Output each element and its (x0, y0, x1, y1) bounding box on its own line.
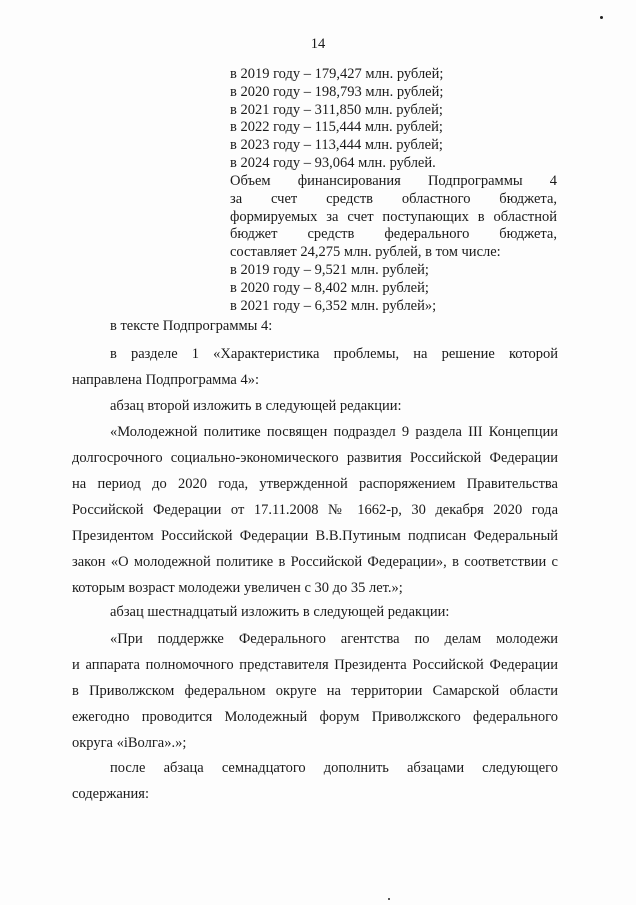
paragraph-p3 (72, 393, 558, 419)
text-line: составляет 24,275 млн. рублей, в том числе: (230, 244, 501, 261)
text-line: в 2021 году – 311,850 млн. рублей; (230, 101, 443, 118)
text-line: после абзаца семнадцатого дополнить абзацами следующего (110, 760, 558, 776)
text-line: абзац второй изложить в следующей редакции: (110, 398, 402, 414)
text-line: которым возраст молодежи увеличен с 30 до 35 лет.»; (72, 580, 403, 596)
text-line: в тексте Подпрограммы 4: (110, 318, 273, 334)
text-line: Российской Федерации от 17.11.2008 № 1662-р, 30 декабря 2020 года (72, 502, 558, 518)
text-line: в 2020 году – 8,402 млн. рублей; (230, 279, 429, 296)
paragraph-p2 (72, 341, 558, 393)
text-line: формируемых за счет поступающих в областной (230, 208, 557, 225)
text-line: Объем финансирования Подпрограммы 4 (230, 173, 557, 189)
scan-speck (600, 16, 603, 19)
text-line: содержания: (72, 786, 150, 802)
paragraph-p4 (72, 419, 558, 601)
text-line: на период до 2020 года, утвержденной распоряжением Правительства (72, 476, 558, 492)
text-line: в 2021 году – 6,352 млн. рублей»; (230, 297, 437, 314)
text-line: ежегодно проводится Молодежный форум Приволжского федерального (72, 709, 558, 725)
text-line: в разделе 1 «Характеристика проблемы, на решение которой (110, 346, 558, 362)
page-number: 14 (310, 36, 326, 52)
text-line: абзац шестнадцатый изложить в следующей редакции: (110, 604, 450, 620)
text-line: в 2024 году – 93,064 млн. рублей. (230, 154, 436, 171)
text-line: «Молодежной политике посвящен подраздел 9 раздела III Концепции (110, 424, 558, 440)
text-line: «При поддержке Федерального агентства по делам молодежи (110, 631, 558, 647)
text-line: бюджет средств федерального бюджета, (230, 226, 557, 243)
text-line: направлена Подпрограмма 4»: (72, 372, 260, 388)
financing-lines-b (230, 262, 557, 315)
text-line: закон «О молодежной политике в Российской Федерации», в соответствии с (72, 554, 558, 570)
text-line: округа «iВолга».»; (72, 735, 187, 751)
paragraph-p5 (72, 599, 558, 625)
paragraph-p6 (72, 626, 558, 756)
paragraph-p1 (72, 313, 558, 339)
financing-lines-a (230, 66, 557, 173)
text-line: в Приволжском федеральном округе на территории Самарской области (72, 683, 558, 699)
paragraph-p7 (72, 755, 558, 807)
text-line: в 2019 году – 9,521 млн. рублей; (230, 262, 429, 278)
text-line: в 2020 году – 198,793 млн. рублей; (230, 83, 444, 100)
text-line: в 2023 году – 113,444 млн. рублей; (230, 137, 443, 154)
text-line: в 2019 году – 179,427 млн. рублей; (230, 66, 444, 82)
financing-paragraph (230, 173, 557, 262)
text-line: и аппарата полномочного представителя Президента Российской Федерации (72, 657, 558, 673)
text-line: в 2022 году – 115,444 млн. рублей; (230, 119, 443, 136)
text-line: долгосрочного социально-экономического развития Российской Федерации (72, 450, 558, 466)
text-line: за счет средств областного бюджета, (230, 190, 557, 207)
text-line: Президентом Российской Федерации В.В.Путиным подписан Федеральный (72, 528, 558, 544)
scan-speck (388, 898, 390, 900)
